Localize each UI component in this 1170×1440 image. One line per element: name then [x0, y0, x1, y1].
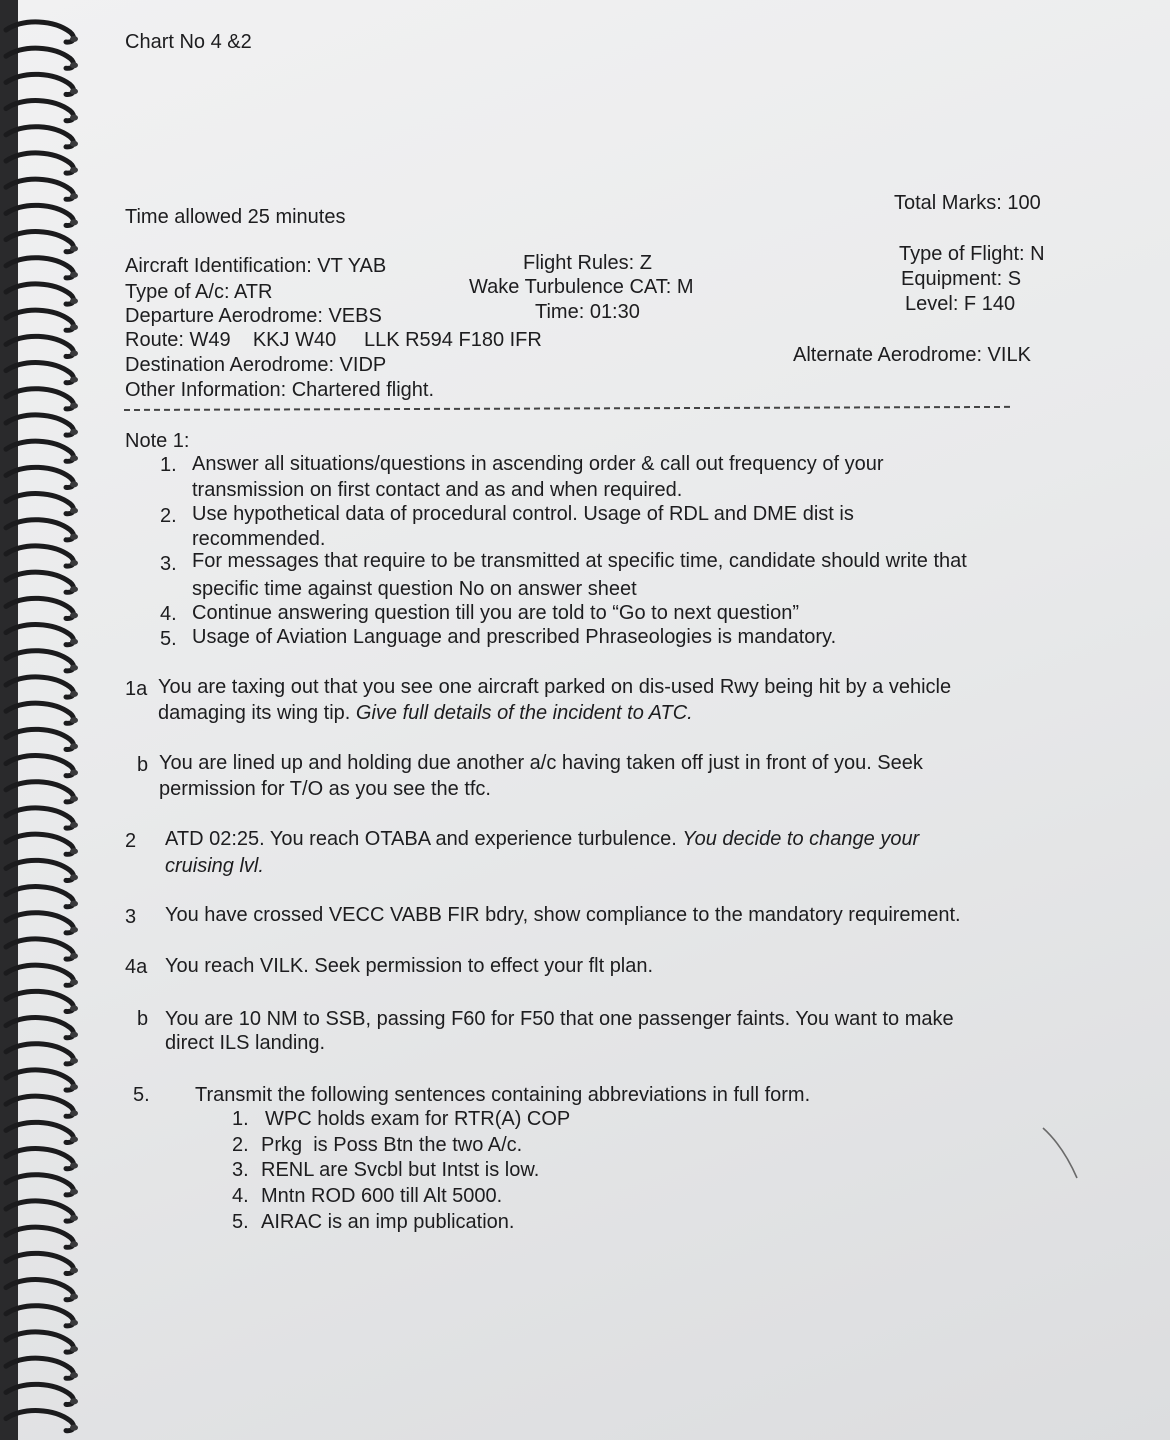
binding-hole: [70, 1398, 78, 1404]
aircraft-identification: Aircraft Identification: VT YAB: [125, 255, 387, 277]
departure-time: Time: 01:30: [535, 301, 640, 323]
binding-hole: [70, 1084, 78, 1090]
question-text: You are lined up and holding due another a/c having taken off just in front of you. Seek: [159, 752, 923, 774]
question-number: 5.: [133, 1084, 150, 1106]
binding-hole: [70, 691, 78, 697]
total-marks: Total Marks: 100: [894, 192, 1041, 214]
chart-title: Chart No 4 &2: [125, 31, 252, 53]
binding-hole: [70, 455, 78, 461]
binding-hole: [70, 193, 78, 199]
binding-hole: [70, 1267, 78, 1273]
binding-hole: [70, 1163, 78, 1169]
note-line: Continue answering question till you are told to “Go to next question”: [192, 602, 800, 624]
binding-hole: [70, 560, 78, 566]
binding-hole: [70, 1346, 78, 1352]
binding-hole: [70, 639, 78, 645]
binding-hole: [70, 796, 78, 802]
sub-item-text: RENL are Svcbl but Intst is low.: [261, 1159, 540, 1181]
question-text: You reach VILK. Seek permission to effect your flt plan.: [165, 955, 654, 977]
note-heading: Note 1:: [125, 430, 190, 452]
note-line: Usage of Aviation Language and prescribed Phraseologies is mandatory.: [192, 626, 837, 648]
time-allowed: Time allowed 25 minutes: [125, 206, 346, 228]
note-number: 4.: [160, 603, 177, 625]
binding-hole: [70, 1058, 78, 1064]
question-text-plain: damaging its wing tip.: [158, 702, 356, 724]
destination-aerodrome: Destination Aerodrome: VIDP: [125, 354, 387, 376]
binding-hole: [70, 167, 78, 173]
binding-hole: [70, 36, 78, 42]
cruising-level: Level: F 140: [905, 293, 1016, 315]
binding-hole: [70, 324, 78, 330]
question-text-plain: ATD 02:25. You reach OTABA and experience turbulence.: [165, 828, 683, 850]
binding-hole: [70, 874, 78, 880]
question-number: 1a: [125, 678, 148, 700]
binding-hole: [70, 1110, 78, 1116]
binding-hole: [70, 979, 78, 985]
flight-rules: Flight Rules: Z: [523, 252, 652, 274]
type-of-flight: Type of Flight: N: [899, 243, 1045, 265]
binding-hole: [70, 770, 78, 776]
binding-hole: [70, 1294, 78, 1300]
binding-hole: [70, 1032, 78, 1038]
question-number: b: [137, 1008, 149, 1030]
binding-hole: [70, 377, 78, 383]
note-number: 3.: [160, 553, 177, 575]
binding-hole: [70, 481, 78, 487]
binding-hole: [70, 272, 78, 278]
sub-item-number: 3.: [232, 1159, 249, 1181]
question-text: You have crossed VECC VABB FIR bdry, show compliance to the mandatory requirement.: [165, 904, 961, 926]
note-line: Answer all situations/questions in ascending order & call out frequency of your: [192, 453, 884, 475]
note-line: specific time against question No on answer sheet: [192, 578, 637, 600]
sub-item-number: 1.: [232, 1108, 249, 1130]
sub-item-number: 4.: [232, 1185, 249, 1207]
binding-hole: [70, 298, 78, 304]
route: Route: W49 KKJ W40 LLK R594 F180 IFR: [125, 329, 542, 351]
sub-item-number: 5.: [232, 1211, 249, 1233]
wake-turbulence-category: Wake Turbulence CAT: M: [469, 276, 694, 298]
binding-hole: [70, 901, 78, 907]
binding-hole: [70, 534, 78, 540]
binding-hole: [70, 1320, 78, 1326]
question-text: permission for T/O as you see the tfc.: [159, 778, 491, 800]
type-of-aircraft: Type of A/c: ATR: [125, 281, 273, 303]
binding-hole: [70, 403, 78, 409]
binding-hole: [70, 508, 78, 514]
note-line: For messages that require to be transmitted at specific time, candidate should write that: [192, 550, 967, 572]
binding-hole: [70, 1136, 78, 1142]
question-text: cruising lvl.: [165, 855, 264, 877]
alternate-aerodrome: Alternate Aerodrome: VILK: [793, 344, 1031, 366]
question-number: 4a: [125, 956, 148, 978]
question-text-italic: Give full details of the incident to ATC.: [355, 702, 693, 724]
question-number: b: [137, 754, 149, 776]
pencil-mark: [1035, 1120, 1095, 1190]
question-text: You are taxing out that you see one aircraft parked on dis-used Rwy being hit by a vehicle: [158, 676, 952, 698]
question-text-italic: You decide to change your: [682, 828, 920, 850]
binding-hole: [70, 927, 78, 933]
binding-hole: [70, 141, 78, 147]
note-line: transmission on first contact and as and when required.: [192, 479, 683, 501]
sub-item-text: Prkg is Poss Btn the two A/c.: [261, 1134, 523, 1156]
question-text: Transmit the following sentences containing abbreviations in full form.: [195, 1084, 811, 1106]
note-line: recommended.: [192, 528, 326, 550]
binding-hole: [70, 219, 78, 225]
binding-hole: [70, 115, 78, 121]
sub-item-text: WPC holds exam for RTR(A) COP: [265, 1108, 571, 1130]
binding-hole: [70, 1189, 78, 1195]
binding-hole: [70, 743, 78, 749]
note-line: Use hypothetical data of procedural control. Usage of RDL and DME dist is: [192, 503, 854, 525]
question-text: You are 10 NM to SSB, passing F60 for F50 that one passenger faints. You want to make: [165, 1008, 954, 1030]
sub-item-number: 2.: [232, 1134, 249, 1156]
binding-hole: [70, 246, 78, 252]
binding-hole: [70, 1241, 78, 1247]
binding-hole: [70, 848, 78, 854]
note-number: 5.: [160, 628, 177, 650]
binding-hole: [70, 1425, 78, 1431]
departure-aerodrome: Departure Aerodrome: VEBS: [125, 305, 382, 327]
question-text: [165, 827, 919, 851]
dashed-divider: [124, 406, 1010, 411]
question-number: 3: [125, 906, 137, 928]
binding-hole: [70, 88, 78, 94]
binding-hole: [70, 717, 78, 723]
sub-item-text: AIRAC is an imp publication.: [261, 1211, 515, 1233]
binding-hole: [70, 612, 78, 618]
binding-hole: [70, 665, 78, 671]
spiral-binding: [0, 0, 100, 1440]
question-number: 2: [125, 830, 137, 852]
binding-hole: [70, 62, 78, 68]
binding-hole: [70, 350, 78, 356]
binding-hole: [70, 1215, 78, 1221]
other-information: Other Information: Chartered flight.: [125, 379, 435, 401]
binding-edge: [0, 0, 18, 1440]
equipment: Equipment: S: [901, 268, 1022, 290]
binding-hole: [70, 953, 78, 959]
binding-hole: [70, 429, 78, 435]
binding-hole: [70, 1372, 78, 1378]
note-number: 2.: [160, 505, 177, 527]
question-text: [158, 701, 693, 725]
question-text: direct ILS landing.: [165, 1032, 326, 1054]
binding-hole: [70, 1005, 78, 1011]
note-number: 1.: [160, 454, 177, 476]
binding-hole: [70, 586, 78, 592]
binding-hole: [70, 822, 78, 828]
sub-item-text: Mntn ROD 600 till Alt 5000.: [261, 1185, 503, 1207]
